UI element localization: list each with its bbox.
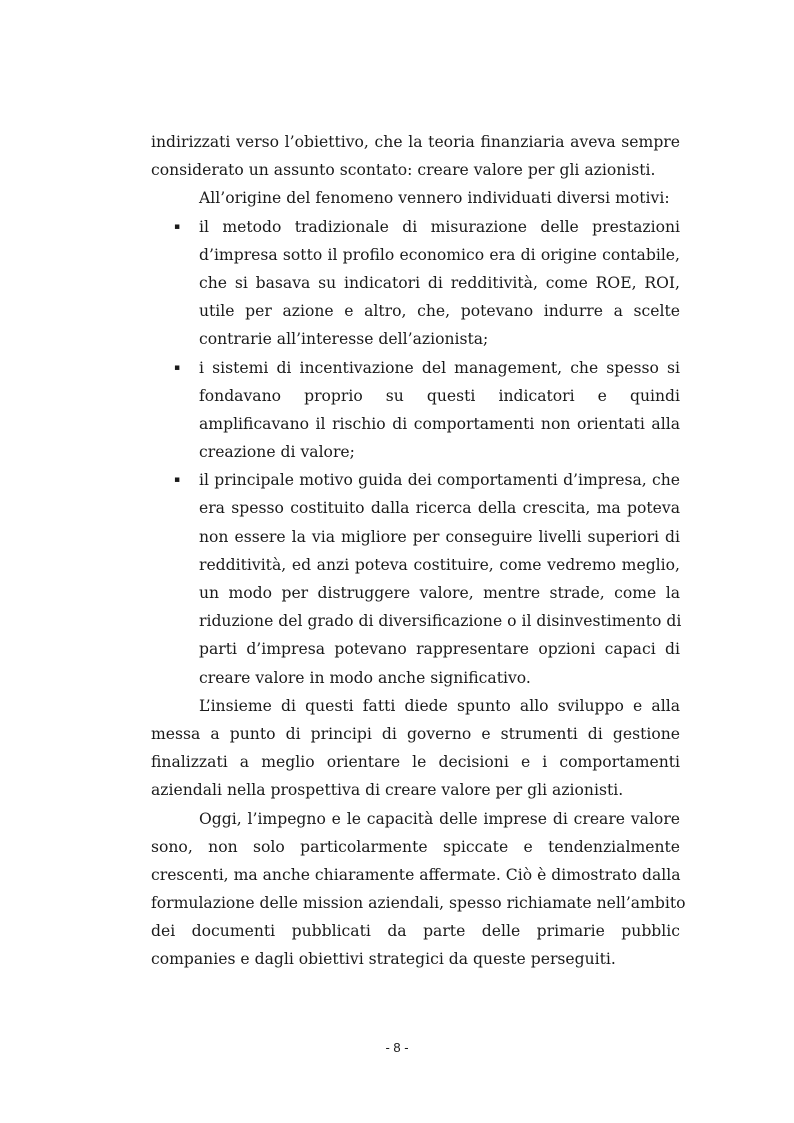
bullet-item-line xyxy=(151,466,680,494)
text-line xyxy=(151,664,680,692)
text-line xyxy=(151,494,680,522)
line-text: finalizzati a meglio orientare le decisioni e i comportamenti xyxy=(151,753,680,772)
line-text: considerato un assunto scontato: creare valore per gli azionisti. xyxy=(151,161,656,180)
text-line xyxy=(151,720,680,748)
bullet-item-line xyxy=(151,354,680,382)
bullet-marker-icon: ▪ xyxy=(174,475,181,486)
text-line xyxy=(151,861,680,889)
bullet-item-line xyxy=(151,213,680,241)
line-text: riduzione del grado di diversificazione o il disinvestimento di xyxy=(199,612,682,631)
line-text: amplificavano il rischio di comportamenti non orientati alla xyxy=(199,414,680,433)
text-line xyxy=(151,945,680,973)
text-line xyxy=(151,523,680,551)
line-text: un modo per distruggere valore, mentre strade, come la xyxy=(199,584,680,602)
line-text: sono, non solo particolarmente spiccate e tendenzialmente xyxy=(151,837,680,856)
text-line xyxy=(151,241,680,269)
text-line xyxy=(151,382,680,410)
line-text: creare valore in modo anche significativo. xyxy=(199,668,531,687)
line-text: companies e dagli obiettivi strategici da queste perseguiti. xyxy=(151,950,616,969)
line-text: indirizzati verso l’obiettivo, che la teoria finanziaria aveva sempre xyxy=(151,133,680,151)
bullet-marker-icon: ▪ xyxy=(174,362,181,373)
text-line xyxy=(151,917,680,945)
text-line xyxy=(151,269,680,297)
text-line xyxy=(151,805,680,833)
page-number: - 8 - xyxy=(385,1040,409,1055)
text-line xyxy=(151,325,680,353)
line-text: aziendali nella prospettiva di creare valore per gli azionisti. xyxy=(151,781,624,800)
line-text: formulazione delle mission aziendali, spesso richiamate nell’ambito xyxy=(151,894,686,913)
line-text: i sistemi di incentivazione del management, che spesso si xyxy=(199,358,680,377)
text-line xyxy=(151,692,680,720)
text-line xyxy=(151,128,680,156)
line-text: Oggi, l’impegno e le capacità delle imprese di creare valore xyxy=(199,809,680,828)
text-line xyxy=(151,297,680,325)
line-text: il principale motivo guida dei comportamenti d’impresa, che xyxy=(199,471,680,490)
text-line xyxy=(151,184,680,212)
document-body xyxy=(151,128,686,974)
line-text: utile per azione e altro, che, potevano indurre a scelte xyxy=(199,302,680,321)
line-text: messa a punto di principi di governo e strumenti di gestione xyxy=(151,724,680,743)
text-line xyxy=(151,438,680,466)
line-text: dei documenti pubblicati da parte delle primarie pubblic xyxy=(151,922,680,941)
text-line xyxy=(151,607,680,635)
line-text: All’origine del fenomeno vennero individuati diversi motivi: xyxy=(199,189,670,208)
line-text: d’impresa sotto il profilo economico era di origine contabile, xyxy=(199,245,680,264)
line-text: L’insieme di questi fatti diede spunto allo sviluppo e alla xyxy=(199,696,680,715)
line-text: non essere la via migliore per conseguire livelli superiori di xyxy=(199,527,680,546)
line-text: contrarie all’interesse dell’azionista; xyxy=(199,330,489,349)
line-text: che si basava su indicatori di redditività, come ROE, ROI, xyxy=(199,273,680,292)
line-text: il metodo tradizionale di misurazione delle prestazioni xyxy=(199,217,680,236)
line-text: redditività, ed anzi poteva costituire, come vedremo meglio, xyxy=(199,555,680,574)
text-line xyxy=(151,156,680,184)
text-line xyxy=(151,833,680,861)
line-text: era spesso costituito dalla ricerca della crescita, ma poteva xyxy=(199,499,680,518)
text-line xyxy=(151,410,680,438)
text-line xyxy=(151,748,680,776)
text-line xyxy=(151,579,680,607)
line-text: parti d’impresa potevano rappresentare opzioni capaci di xyxy=(199,640,680,659)
text-line xyxy=(151,889,686,917)
text-line xyxy=(151,776,680,804)
line-text: fondavano proprio su questi indicatori e quindi xyxy=(199,386,680,405)
text-line xyxy=(151,635,680,663)
bullet-marker-icon: ▪ xyxy=(174,221,181,232)
line-text: creazione di valore; xyxy=(199,443,355,462)
line-text: crescenti, ma anche chiaramente affermate. Ciò è dimostrato dalla xyxy=(151,865,681,884)
text-line xyxy=(151,551,680,579)
